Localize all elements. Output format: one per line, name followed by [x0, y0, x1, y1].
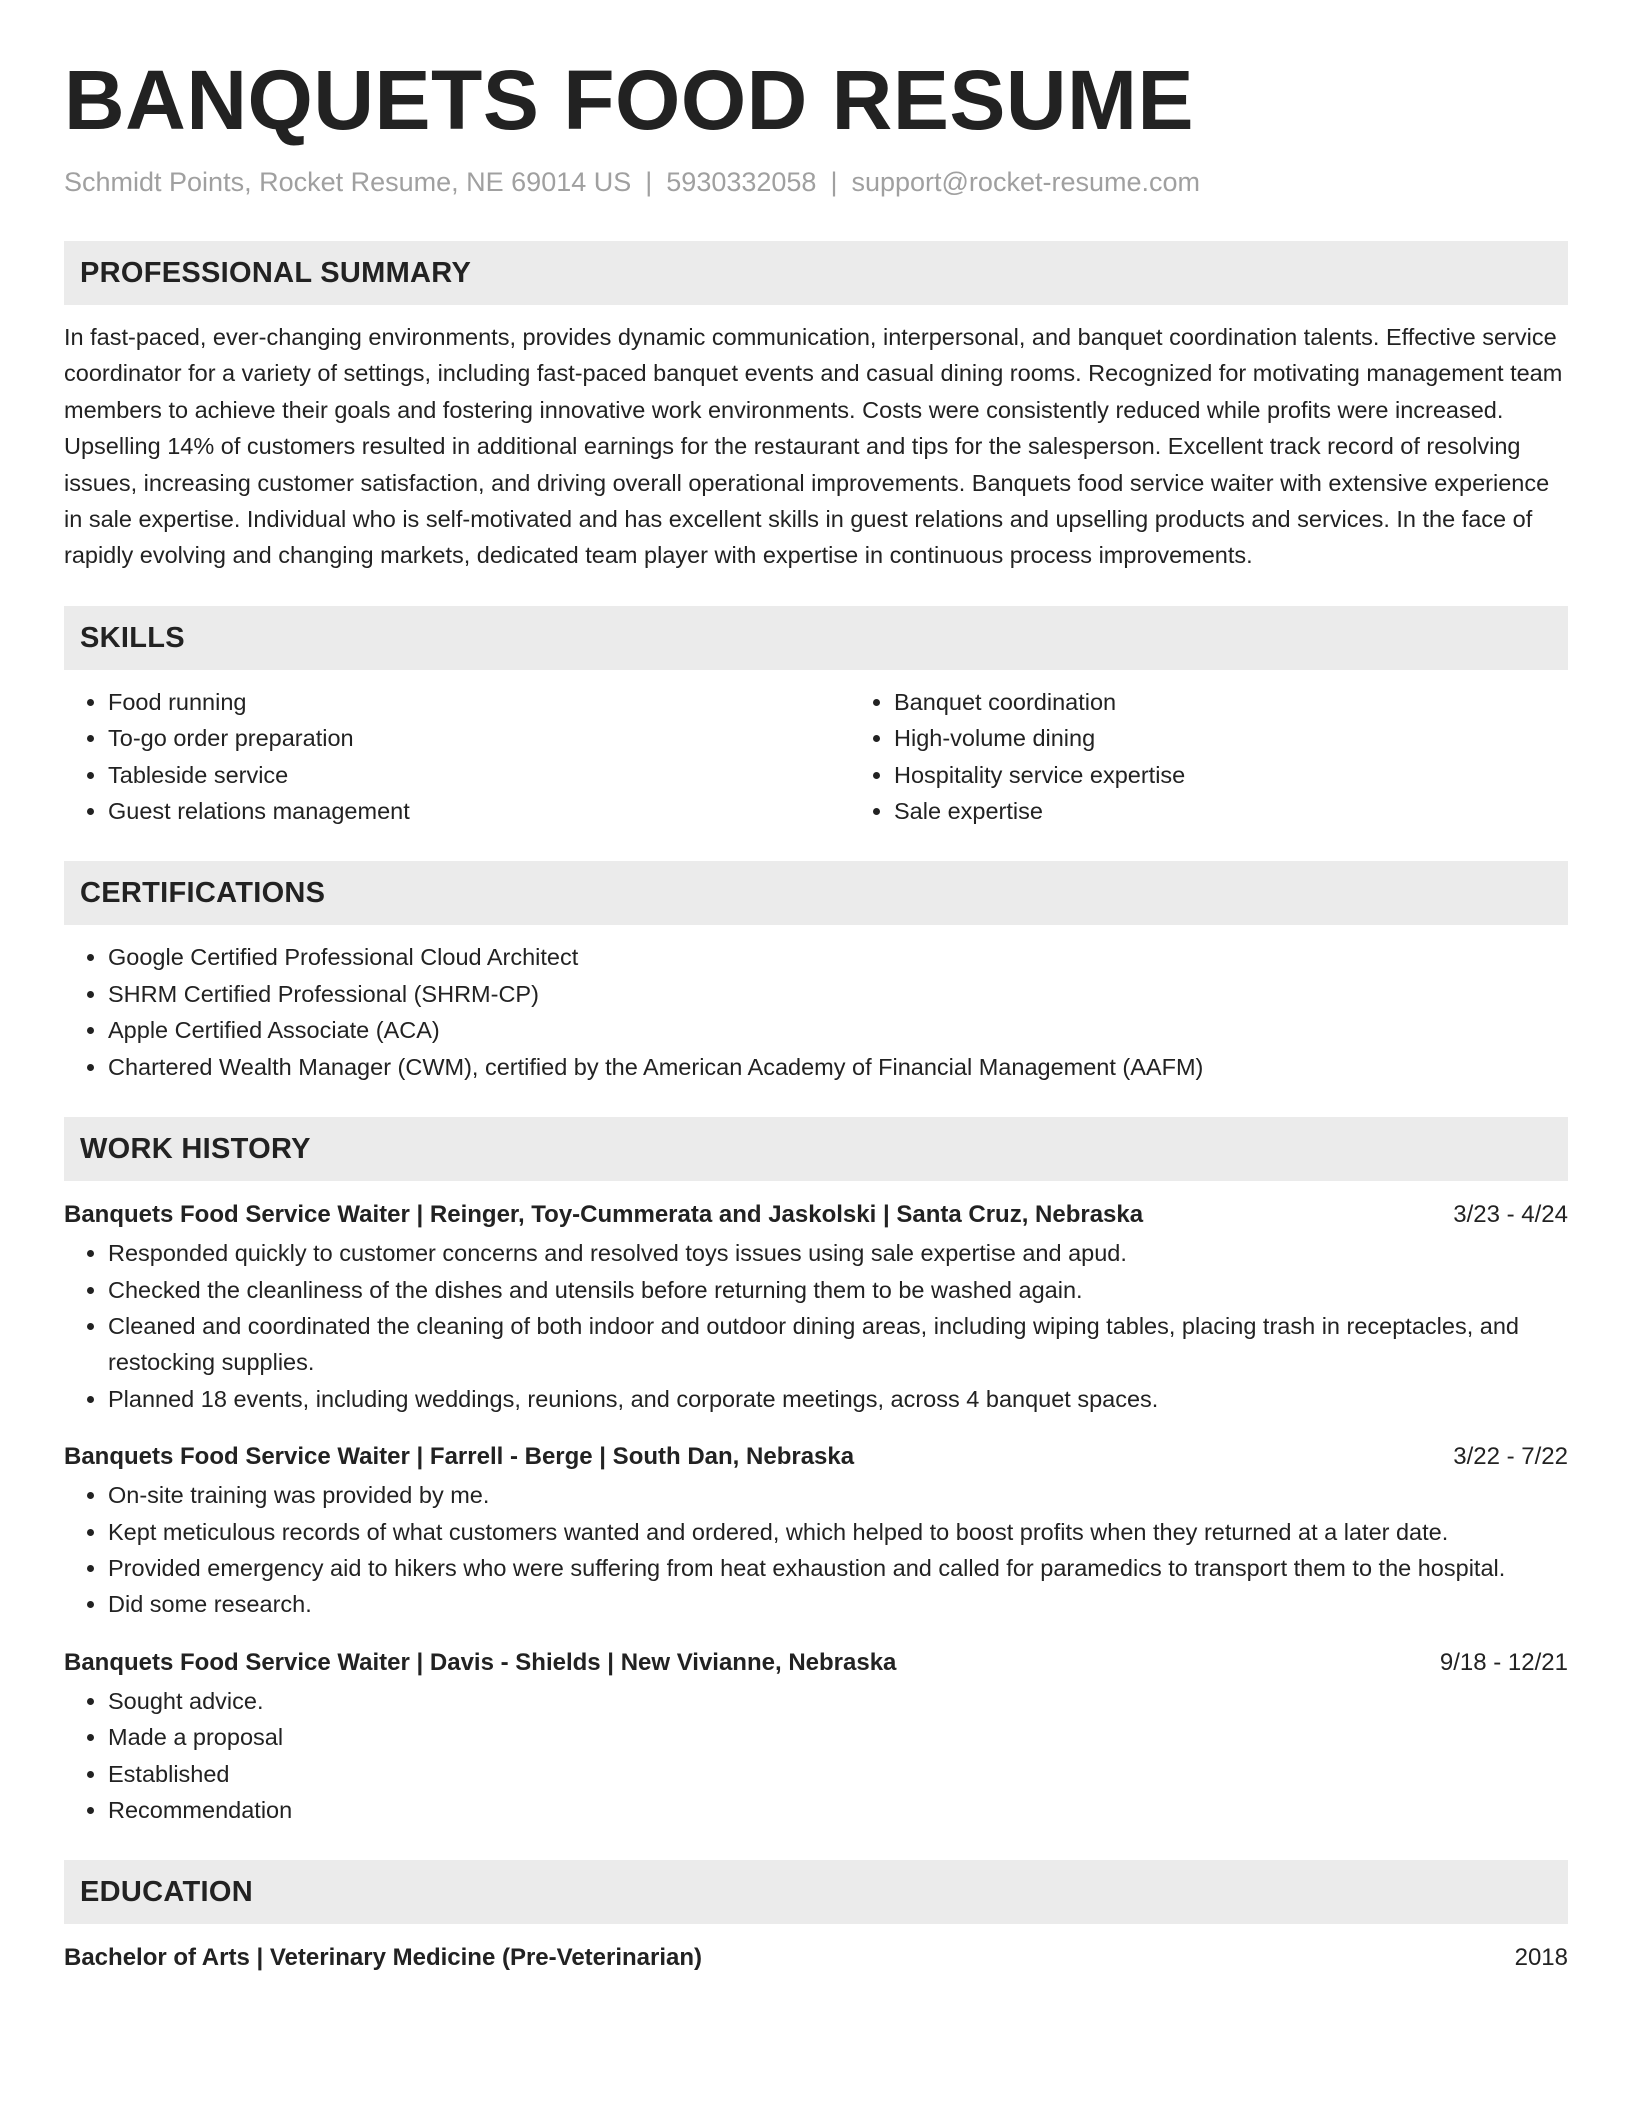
job-title: Banquets Food Service Waiter | Reinger, Toy-Cummerata and Jaskolski | Santa Cruz, Nebraska: [64, 1201, 1144, 1229]
section-heading-education: EDUCATION: [64, 1860, 1568, 1924]
certifications-list: [64, 939, 1568, 1085]
job-header: [64, 1195, 1568, 1235]
summary-section: [64, 241, 1568, 574]
job-bullet: • Recommendation: [108, 1792, 1568, 1828]
job-bullet: • Provided emergency aid to hikers who were suffering from heat exhaustion and called for paramedics to transport them to the hospital.: [108, 1550, 1568, 1586]
contact-phone: 5930332058: [666, 167, 817, 197]
skill-item: • Banquet coordination: [894, 684, 1632, 720]
education-year: 2018: [1514, 1944, 1568, 1972]
contact-separator: |: [830, 167, 838, 197]
certifications-section: [64, 861, 1568, 1085]
skill-item: • Food running: [108, 684, 850, 720]
job-title: Banquets Food Service Waiter | Farrell - Berge | South Dan, Nebraska: [64, 1443, 855, 1471]
contact-line: [64, 162, 1568, 202]
certification-item: • Chartered Wealth Manager (CWM), certified by the American Academy of Financial Management (AAFM): [108, 1049, 1568, 1085]
skills-grid: [64, 684, 1568, 830]
work-history-section: [64, 1117, 1568, 1828]
job-entry: [64, 1195, 1568, 1417]
skills-section: [64, 606, 1568, 830]
job-dates: 3/22 - 7/22: [1453, 1443, 1568, 1471]
job-bullets: [64, 1683, 1568, 1829]
skill-item: • To-go order preparation: [108, 720, 850, 756]
certification-item: • Apple Certified Associate (ACA): [108, 1012, 1568, 1048]
job-bullet: • Did some research.: [108, 1586, 1568, 1622]
skill-item: • High-volume dining: [894, 720, 1632, 756]
skill-item: • Tableside service: [108, 757, 850, 793]
job-header: [64, 1437, 1568, 1477]
contact-address: Schmidt Points, Rocket Resume, NE 69014 US: [64, 167, 632, 197]
job-bullet: • Cleaned and coordinated the cleaning of both indoor and outdoor dining areas, including wiping tables, placing trash in receptacles, and restocking supplies.: [108, 1308, 1568, 1381]
job-title: Banquets Food Service Waiter | Davis - Shields | New Vivianne, Nebraska: [64, 1648, 897, 1676]
education-entry: [64, 1938, 1568, 1978]
job-bullets: [64, 1477, 1568, 1623]
job-bullet: • Established: [108, 1756, 1568, 1792]
skills-list-right: [850, 684, 1632, 830]
job-bullets: [64, 1235, 1568, 1417]
job-bullet: • Planned 18 events, including weddings, reunions, and corporate meetings, across 4 banquet spaces.: [108, 1381, 1568, 1417]
skill-item: • Sale expertise: [894, 793, 1632, 829]
job-bullet: • Sought advice.: [108, 1683, 1568, 1719]
section-heading-summary: PROFESSIONAL SUMMARY: [64, 241, 1568, 305]
job-entry: [64, 1437, 1568, 1623]
job-bullet: • Made a proposal: [108, 1719, 1568, 1755]
section-heading-skills: SKILLS: [64, 606, 1568, 670]
education-section: [64, 1860, 1568, 1978]
skills-list-left: [64, 684, 850, 830]
summary-text: In fast-paced, ever-changing environments, provides dynamic communication, interpersonal, and banquet coordination talents. Effective service coordinator for a variety of settings, including fast-paced banquet events and casual dining rooms. Recognized for motivating management team members to achieve their goals and fostering innovative work environments. Costs were consistently reduced while profits were increased. Upselling 14% of customers resulted in additional earnings for the restaurant and tips for the salesperson. Excellent track record of resolving issues, increasing customer satisfaction, and driving overall operational improvements. Banquets food service waiter with extensive experience in sale expertise. Individual who is self-motivated and has excellent skills in guest relations and upselling products and services. In the face of rapidly evolving and changing markets, dedicated team player with expertise in continuous process improvements.: [64, 324, 1563, 569]
contact-separator: |: [645, 167, 653, 197]
job-entry: [64, 1643, 1568, 1829]
skill-item: • Guest relations management: [108, 793, 850, 829]
section-heading-certifications: CERTIFICATIONS: [64, 861, 1568, 925]
contact-email: support@rocket-resume.com: [851, 167, 1200, 197]
job-bullet: • Checked the cleanliness of the dishes and utensils before returning them to be washed again.: [108, 1272, 1568, 1308]
job-bullet: • Kept meticulous records of what customers wanted and ordered, which helped to boost profits when they returned at a later date.: [108, 1514, 1568, 1550]
job-bullet: • On-site training was provided by me.: [108, 1477, 1568, 1513]
education-degree: Bachelor of Arts | Veterinary Medicine (Pre-Veterinarian): [64, 1944, 703, 1972]
section-heading-work-history: WORK HISTORY: [64, 1117, 1568, 1181]
certification-item: • Google Certified Professional Cloud Architect: [108, 939, 1568, 975]
job-bullet: • Responded quickly to customer concerns and resolved toys issues using sale expertise and apud.: [108, 1235, 1568, 1271]
skill-item: • Hospitality service expertise: [894, 757, 1632, 793]
certification-item: • SHRM Certified Professional (SHRM-CP): [108, 976, 1568, 1012]
resume-title: BANQUETS FOOD RESUME: [64, 53, 1195, 147]
job-header: [64, 1643, 1568, 1683]
job-dates: 3/23 - 4/24: [1453, 1201, 1568, 1229]
job-dates: 9/18 - 12/21: [1439, 1648, 1568, 1676]
